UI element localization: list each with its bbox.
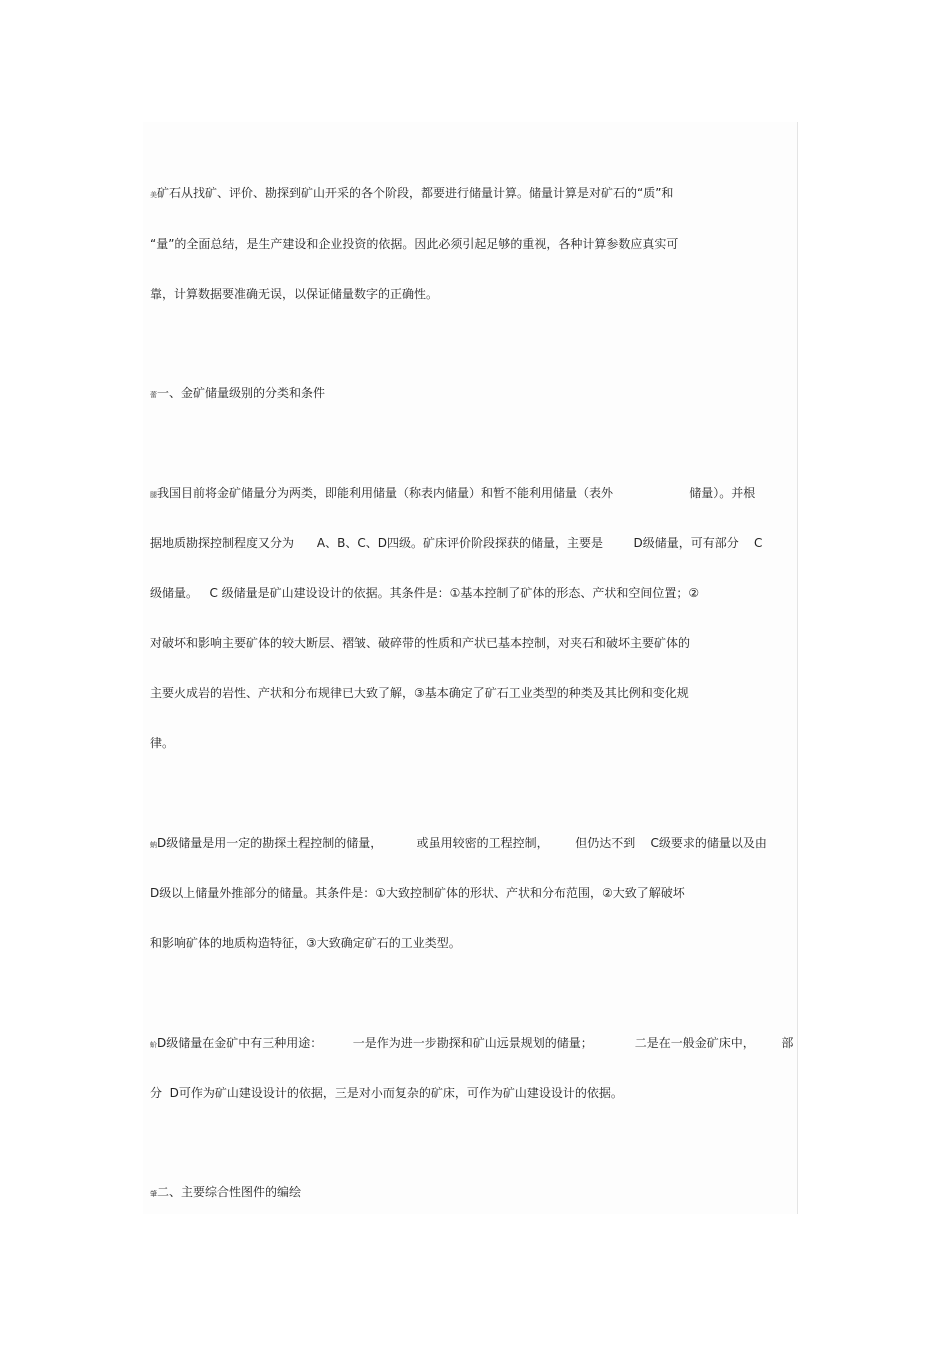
paragraph-4-line-1: 蚧D级储量在金矿中有三种用途： 一是作为进一步勘探和矿山远景规划的储量； 二是在一般金矿床中， 部: [150, 1036, 794, 1050]
section-heading-1: 蕾一、金矿储量级别的分类和条件: [150, 386, 326, 400]
paragraph-marker: 美: [150, 191, 157, 199]
paragraph-1-line-2: “量”的全面总结，是生产建设和企业投资的依据。因此必须引起足够的重视，各种计算参数应真实可: [150, 237, 679, 251]
paragraph-2-line-2: 据地质勘探控制程度又分为 A、B、C、D四级。矿床评价阶段探获的储量，主要是 D级储量，可有部分 C: [150, 536, 763, 550]
paragraph-2-line-5: 主要火成岩的岩性、产状和分布规律已大致了解，③基本确定了矿石工业类型的种类及其比例和变化规: [150, 686, 689, 700]
section-heading-2: 肇二、主要综合性图件的编绘: [150, 1185, 302, 1199]
paragraph-marker: 蕾: [150, 391, 157, 399]
paragraph-2-line-6: 律。: [150, 736, 175, 750]
paragraph-2-line-3: 级储量。 C 级储量是矿山建设设计的依据。其条件是：①基本控制了矿体的形态、产状和空间位置；②: [150, 586, 700, 600]
paragraph-marker: 蚋: [150, 841, 157, 849]
paragraph-2-line-1: 腿我国目前将金矿储量分为两类，即能利用储量（称表内储量）和暂不能利用储量（表外 储量）。并根: [150, 486, 756, 500]
paragraph-3-line-3: 和影响矿体的地质构造特征，③大致确定矿石的工业类型。: [150, 936, 461, 950]
paragraph-1-line-1: 美矿石从找矿、评价、勘探到矿山开采的各个阶段，都要进行储量计算。储量计算是对矿石的“质”和: [150, 186, 674, 200]
paragraph-marker: 腿: [150, 491, 157, 499]
paragraph-marker: 蚧: [150, 1041, 157, 1049]
paragraph-2-line-4: 对破坏和影响主要矿体的较大断层、褶皱、破碎带的性质和产状已基本控制，对夹石和破坏主要矿体的: [150, 636, 691, 650]
paragraph-3-line-1: 蚋D级储量是用一定的勘探土程控制的储量， 或虽用较密的工程控制， 但仍达不到 C级要求的储量以及由: [150, 836, 767, 850]
paragraph-marker: 肇: [150, 1190, 157, 1198]
paragraph-4-line-2: 分 D可作为矿山建设设计的依据，三是对小而复杂的矿床，可作为矿山建设设计的依据。: [150, 1086, 623, 1100]
paragraph-3-line-2: D级以上储量外推部分的储量。其条件是：①大致控制矿体的形状、产状和分布范围，②大致了解破坏: [150, 886, 685, 900]
paragraph-1-line-3: 靠，计算数据要准确无误，以保证储量数字的正确性。: [150, 287, 439, 301]
